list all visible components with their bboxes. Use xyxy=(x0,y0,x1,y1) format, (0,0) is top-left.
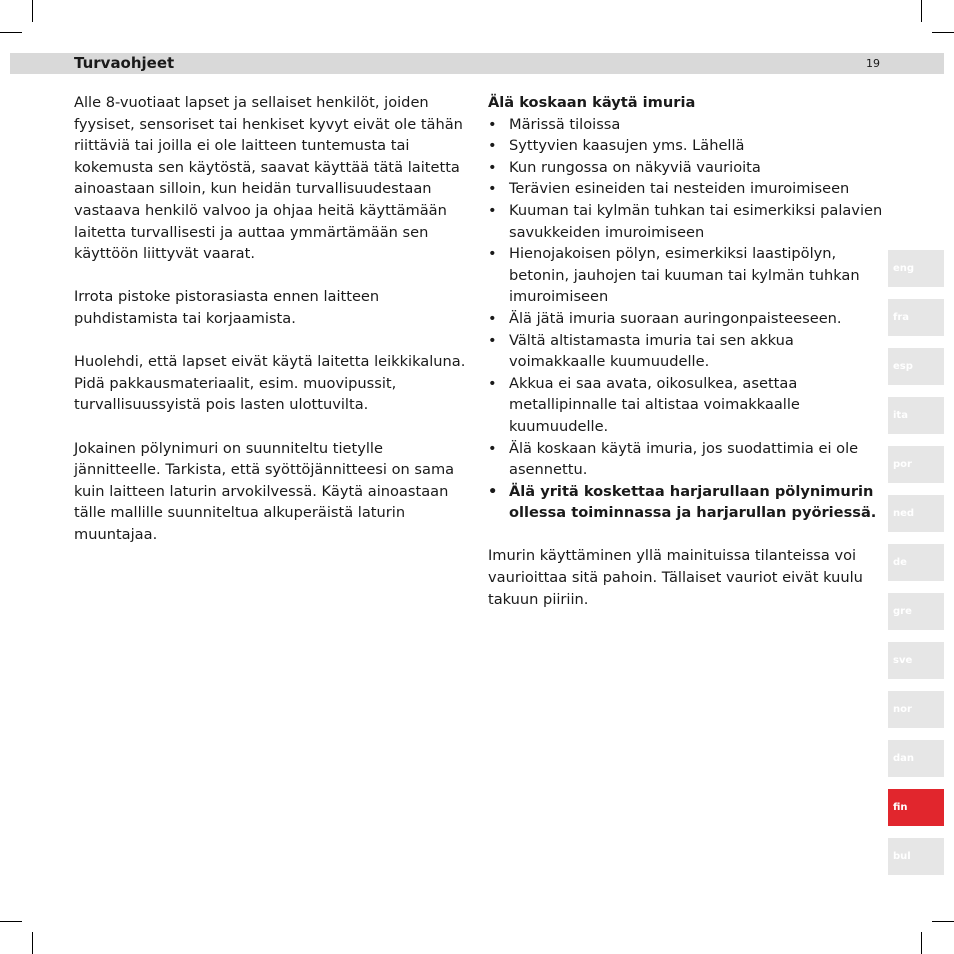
bullet-icon: • xyxy=(488,331,497,349)
language-tab-bul[interactable]: bul xyxy=(888,838,944,875)
list-item-text: Älä jätä imuria suoraan auringonpaisteeseen. xyxy=(509,309,842,327)
closing-paragraph: Imurin käyttäminen yllä mainituissa tilanteissa voi vaurioittaa sitä pahoin. Tällaiset vauriot eivät kuulu takuun piiriin. xyxy=(488,547,863,608)
list-item xyxy=(488,243,884,308)
list-item-text: Älä koskaan käytä imuria, jos suodattimia ei ole asennettu. xyxy=(509,439,859,479)
list-item xyxy=(488,157,884,179)
list-item xyxy=(488,135,884,157)
header-bar xyxy=(10,53,944,74)
language-tab-esp[interactable]: esp xyxy=(888,348,944,385)
section-heading: Älä koskaan käytä imuria xyxy=(488,94,696,111)
list-item-text: Älä yritä koskettaa harjarullaan pölynimurin ollessa toiminnassa ja harjarullan pyöriessä. xyxy=(509,482,877,522)
bullet-icon: • xyxy=(488,482,498,500)
list-item-text: Kun rungossa on näkyviä vaurioita xyxy=(509,158,761,176)
language-tab-ita[interactable]: ita xyxy=(888,397,944,434)
language-tabs xyxy=(888,250,944,887)
paragraph: Huolehdi, että lapset eivät käytä laitetta leikkikaluna. Pidä pakkausmateriaalit, esim. muovipussit, turvallisuussyistä pois lasten ulottuvilta. xyxy=(74,353,466,414)
paragraph: Irrota pistoke pistorasiasta ennen laitteen puhdistamista tai korjaamista. xyxy=(74,288,380,327)
crop-mark xyxy=(0,32,22,33)
list-item xyxy=(488,373,884,438)
language-tab-gre[interactable]: gre xyxy=(888,593,944,630)
crop-mark xyxy=(921,0,922,22)
language-tab-nor[interactable]: nor xyxy=(888,691,944,728)
language-tab-por[interactable]: por xyxy=(888,446,944,483)
list-item-text: Syttyvien kaasujen yms. Lähellä xyxy=(509,137,745,155)
warning-list xyxy=(488,114,884,524)
bullet-icon: • xyxy=(488,245,497,263)
left-column xyxy=(74,92,466,567)
crop-mark xyxy=(32,932,33,954)
language-tab-de[interactable]: de xyxy=(888,544,944,581)
bullet-icon: • xyxy=(488,137,497,155)
list-item xyxy=(488,308,884,330)
crop-mark xyxy=(0,921,22,922)
paragraph: Jokainen pölynimuri on suunniteltu tietylle jännitteelle. Tarkista, että syöttöjännitteesi on sama kuin laitteen laturin arvokilvessä. Käytä ainoastaan tälle mallille suunniteltua alkuperäistä laturin muuntajaa. xyxy=(74,439,455,543)
right-column xyxy=(488,92,884,610)
list-item-emphasis xyxy=(488,481,884,524)
language-tab-sve[interactable]: sve xyxy=(888,642,944,679)
list-item-text: Terävien esineiden tai nesteiden imuroimiseen xyxy=(509,180,850,198)
crop-mark xyxy=(921,932,922,954)
list-item xyxy=(488,438,884,481)
bullet-icon: • xyxy=(488,180,497,198)
list-item xyxy=(488,114,884,136)
list-item xyxy=(488,200,884,243)
list-item xyxy=(488,330,884,373)
language-tab-dan[interactable]: dan xyxy=(888,740,944,777)
crop-mark xyxy=(932,32,954,33)
language-tab-ned[interactable]: ned xyxy=(888,495,944,532)
language-tab-eng[interactable]: eng xyxy=(888,250,944,287)
page-number: 19 xyxy=(866,57,880,70)
list-item-text: Kuuman tai kylmän tuhkan tai esimerkiksi palavien savukkeiden imuroimiseen xyxy=(509,201,883,241)
crop-mark xyxy=(32,0,33,22)
paragraph: Alle 8-vuotiaat lapset ja sellaiset henkilöt, joiden fyysiset, sensoriset tai henkiset kyvyt eivät ole tähän riittäviä tai joilla ei ole laitteen tuntemusta tai kokemusta sen käytöstä, saavat käyttää tätä laitetta ainoastaan silloin, kun heidän turvallisuudestaan vastaava henkilö valvoo ja ohjaa heitä käyttämään laitetta turvallisesti ja auttaa ymmärtämään sen käyttöön liittyvät vaarat. xyxy=(74,94,463,263)
list-item xyxy=(488,178,884,200)
language-tab-fra[interactable]: fra xyxy=(888,299,944,336)
bullet-icon: • xyxy=(488,374,497,392)
bullet-icon: • xyxy=(488,439,497,457)
bullet-icon: • xyxy=(488,309,497,327)
list-item-text: Akkua ei saa avata, oikosulkea, asettaa metallipinnalle tai altistaa voimakkaalle kuumuudelle. xyxy=(509,374,800,435)
bullet-icon: • xyxy=(488,115,497,133)
list-item-text: Vältä altistamasta imuria tai sen akkua voimakkaalle kuumuudelle. xyxy=(509,331,794,371)
language-tab-fin[interactable]: fin xyxy=(888,789,944,826)
list-item-text: Märissä tiloissa xyxy=(509,115,621,133)
bullet-icon: • xyxy=(488,201,497,219)
list-item-text: Hienojakoisen pölyn, esimerkiksi laastipölyn, betonin, jauhojen tai kuuman tai kylmän tuhkan imuroimiseen xyxy=(509,245,860,306)
bullet-icon: • xyxy=(488,158,497,176)
crop-mark xyxy=(932,921,954,922)
page-title: Turvaohjeet xyxy=(74,54,175,72)
